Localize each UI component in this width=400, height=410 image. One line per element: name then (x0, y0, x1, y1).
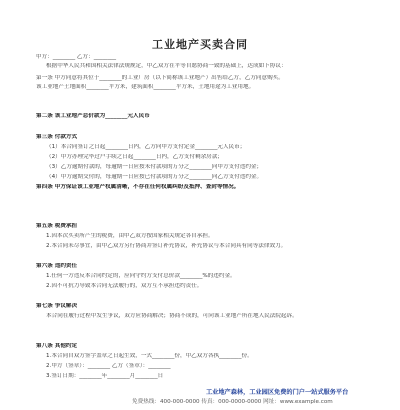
clause-7-heading: 第七条 争议解决 (36, 303, 78, 309)
clause-3-item-3: （3）乙方逾期付款的，每逾期一日应按未付款项的万分之________向甲方支付违约金； (46, 164, 263, 170)
clause-8-item-2: 2.甲方（签章）：________ 乙方（签章）：________ (46, 363, 171, 369)
clause-5-item-2: 2.本合同未尽事宜，由甲乙双方另行协商并签订补充协议，补充协议与本合同具有同等法律效力。 (46, 243, 287, 249)
footer-slogan: 工业地产森林，工业园区免费的门户一站式服务平台 (206, 389, 349, 396)
clause-3-item-2: （2）甲方办理完毕过户手续之日起________日内，乙方支付剩余房款； (46, 154, 223, 160)
clause-5-heading: 第五条 税费承担 (36, 223, 78, 229)
clause-5-item-1: 1.因本次买卖所产生的税费，由甲乙双方按国家相关规定各自承担。 (46, 233, 214, 239)
clause-3-item-1: （1）本合同签订之日起________日内，乙方向甲方支付定金________元人民币； (46, 144, 246, 150)
clause-3-heading: 第三条 付款方式 (36, 134, 78, 140)
party-line: 甲方：________ 乙方：________ (36, 54, 117, 60)
clause-3-item-4: （4）甲方逾期交付的，每逾期一日应按已付款项的万分之________向乙方支付违约金。 (46, 174, 263, 180)
document-title: 工业地产买卖合同 (152, 38, 248, 51)
clause-1-detail: 该工业地产土地面积________平方米，建筑面积________平方米，土地用途为工业用地。 (36, 84, 255, 90)
clause-1-line: 第一条 甲方同意将其位于________的工业厂房（以下简称该工业地产）出售给乙方，乙方同意购买。 (36, 75, 284, 81)
clause-7-text: 本合同在履行过程中发生争议，双方应协商解决；协商不成的，可向该工业地产所在地人民法院起诉。 (46, 313, 298, 319)
clause-8-heading: 第八条 其他约定 (36, 343, 78, 349)
clause-8-item-3: 3.签订日期：________年________月________日 (46, 373, 164, 379)
intro-line: 根据中华人民共和国相关法律法规规定，甲乙双方在平等自愿协商一致的基础上，达成如下协议： (46, 63, 287, 69)
clause-2-heading: 第二条 该工业地产总价款为________元人民币 (36, 113, 150, 119)
clause-4-line: 第四条 甲方保证该工业地产权属清晰，不存在任何权属纠纷及抵押、查封等情况。 (36, 184, 240, 190)
clause-8-item-1: 1.本合同自双方签字盖章之日起生效，一式________份，甲乙双方各执________份。 (46, 353, 253, 359)
clause-6-item-2: 2.因不可抗力导致本合同无法履行的，双方互不承担违约责任。 (46, 283, 203, 289)
footer-contact: 免费热线：400-000-0000 传真：000-0000-0000 网址：www.example.com (132, 399, 333, 405)
clause-6-heading: 第六条 违约责任 (36, 263, 78, 269)
clause-6-item-1: 1.任何一方违反本合同约定的，应向守约方支付总价款________%的违约金。 (46, 273, 236, 279)
